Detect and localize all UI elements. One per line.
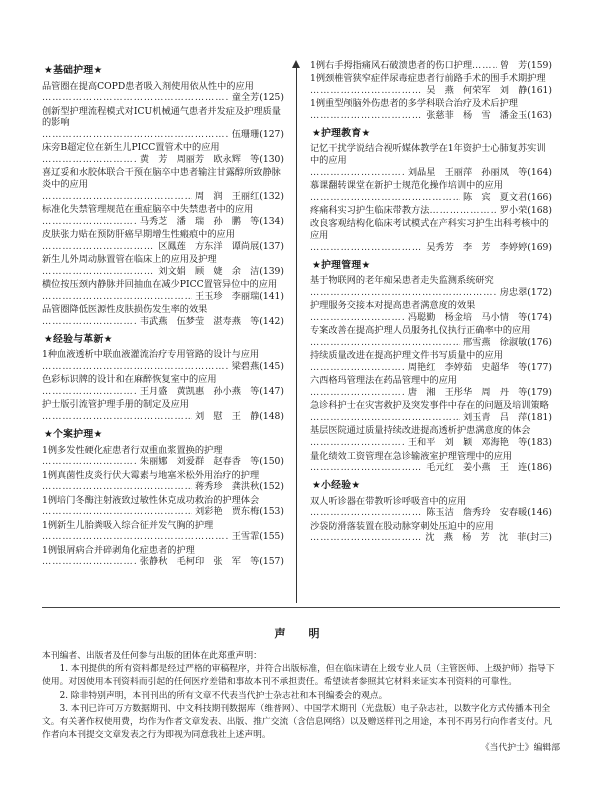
dot-leader xyxy=(42,291,192,303)
entry-line xyxy=(310,437,552,449)
toc-entry xyxy=(42,374,284,398)
entry-line xyxy=(310,532,552,544)
entry-line xyxy=(310,412,552,424)
entry-page: (125) xyxy=(259,92,284,104)
entry-title: 标准化失禁管理规范在重症脑卒中失禁患者中的应用 xyxy=(42,204,254,216)
section-heading: ★小经验★ xyxy=(312,480,361,492)
toc-entry xyxy=(42,445,284,469)
dot-leader xyxy=(310,362,405,374)
entry-page: (137) xyxy=(259,240,284,252)
entry-title: 急诊科护士在灾害救护及突发事件中存在的问题及培训策略 xyxy=(310,400,549,412)
dot-leader xyxy=(310,312,405,324)
entry-page: (163) xyxy=(527,110,552,122)
toc-entry xyxy=(310,218,552,253)
entry-authors: 毛元红 姜小燕 王 连 xyxy=(426,462,528,474)
entry-title: 基层医院通过质量持续改进提高透析护患满意度的体会 xyxy=(310,425,531,437)
entry-page: (147) xyxy=(259,386,284,398)
entry-authors: 伍珊珊 xyxy=(231,129,260,141)
entry-title: 1种血液透析中联血液灌流治疗专用管路的设计与应用 xyxy=(42,349,260,361)
entry-authors: 罗小荣 xyxy=(499,205,528,217)
entry-line xyxy=(42,316,284,328)
entry-page: (161) xyxy=(527,85,552,97)
entry-line xyxy=(42,129,284,141)
dot-leader xyxy=(42,154,137,166)
entry-line xyxy=(310,362,552,374)
dot-leader xyxy=(429,205,496,217)
entry-authors: 唐 湘 王彤华 周 丹 等 xyxy=(407,387,528,399)
dot-leader xyxy=(42,361,229,373)
dot-leader xyxy=(310,85,423,97)
dot-leader xyxy=(42,129,229,141)
entry-line xyxy=(310,387,552,399)
entry-page: (152) xyxy=(259,481,284,493)
entry-page: (146) xyxy=(527,507,552,519)
dot-leader xyxy=(310,387,405,399)
entry-authors: 蒋秀珍 龚洪秋 xyxy=(194,481,260,493)
column-divider xyxy=(296,68,297,603)
toc-entry xyxy=(42,545,284,569)
entry-line xyxy=(42,556,284,568)
entry-title: 喜辽妥和水胶体联合干预在脑卒中患者输注甘露醇所致静脉炎中的应用 xyxy=(42,167,281,191)
entry-title: 1例真菌性皮炎行伏大霉素与地塞米松外用治疗的护理 xyxy=(42,469,260,481)
entry-authors: 吴秀芳 李 芳 李婷婷 xyxy=(426,241,528,253)
dot-leader xyxy=(42,316,137,328)
dot-leader xyxy=(310,507,423,519)
entry-page: (150) xyxy=(259,456,284,468)
entry-authors: 刘晶星 王丽萍 孙丽凤 等 xyxy=(407,166,528,178)
entry-page: (166) xyxy=(527,191,552,203)
entry-authors: 房忠翠 xyxy=(499,287,528,299)
dot-leader xyxy=(42,92,229,104)
toc-entry xyxy=(42,349,284,373)
entry-line xyxy=(42,241,284,253)
entry-authors: 刘文娟 顾 婕 余 洁 xyxy=(158,266,260,278)
section-heading: ★基础护理★ xyxy=(44,65,103,76)
dot-leader xyxy=(42,191,192,203)
entry-page: (174) xyxy=(527,312,552,324)
toc-entry xyxy=(42,279,284,303)
entry-title: 1例银屑病合并碎剥角化症患者的护理 xyxy=(42,544,195,556)
entry-line xyxy=(310,462,552,474)
entry-line xyxy=(42,266,284,278)
table-of-contents xyxy=(42,60,560,605)
entry-authors: 王和平 刘 颖 邓海艳 等 xyxy=(407,437,528,449)
entry-title: 1例右手拇指痛风石破溃患者的伤口护理 xyxy=(310,60,473,71)
dot-leader xyxy=(42,241,155,253)
entry-page: (155) xyxy=(259,531,284,543)
toc-entry xyxy=(310,400,552,424)
entry-line xyxy=(42,411,284,423)
dot-leader xyxy=(310,192,460,204)
declaration-item: 2. 除非特别声明，本刊刊出的所有文章不代表当代护士杂志社和本刊编委会的观点。 xyxy=(59,690,388,701)
dot-leader xyxy=(310,462,423,474)
declaration-item: 3. 本刊已许可万方数据期刊、中文科技期刊数据库（维普网）、中国学术期刊（光盘版）电子杂志社，以数字化方式传播本刊全文。有关著作权使用费，均作为作者文章发表、出版、推广交流（含信息网络）以及赠送样刊之用途，本刊不再另行向作者支付。凡作者向本刊提交文章发表之行为即视为同意我社上述声明。 xyxy=(42,703,553,741)
declaration-intro: 本刊编者、出版者及任何参与出版的团体在此郑重声明： xyxy=(42,651,262,661)
toc-entry xyxy=(310,496,552,520)
entry-authors: 吴 燕 何荣军 刘 静 xyxy=(426,85,528,97)
entry-page: (139) xyxy=(259,266,284,278)
dot-leader xyxy=(310,412,460,424)
dot-leader xyxy=(310,437,405,449)
entry-line xyxy=(310,507,552,519)
entry-title: 专案改善在提高护理人员服务扎仪执行正确率中的应用 xyxy=(310,325,531,337)
entry-line xyxy=(310,167,552,179)
entry-title: 1例颈椎管狭窄症伴尿毒症患者行前路手术的围手术期护理 xyxy=(310,73,546,85)
entry-line xyxy=(310,312,552,324)
entry-page: (176) xyxy=(527,337,552,349)
toc-entry xyxy=(42,167,284,202)
toc-entry xyxy=(310,143,552,178)
entry-authors: 韦武燕 伍梦莹 湛寿燕 等 xyxy=(139,316,260,328)
entry-title: 记忆干扰学说结合视听媒体教学在1年资护士心肺复苏实训中的应用 xyxy=(310,143,546,167)
toc-entry xyxy=(310,300,552,324)
entry-line xyxy=(310,242,552,254)
entry-authors: 周艳红 李婷茹 史超华 等 xyxy=(407,362,528,374)
entry-authors: 王雪霏 xyxy=(231,531,260,543)
entry-authors: 马秀芝 潘 瑞 孙 鹏 等 xyxy=(139,215,260,227)
entry-authors: 冯聪勤 杨金培 马小情 等 xyxy=(407,312,528,324)
dot-leader xyxy=(42,481,192,493)
entry-title: 量化绩效工资管理在急诊输液室护理管理中的应用 xyxy=(310,450,513,462)
entry-title: 1例新生儿胎粪吸入综合征并发气胸的护理 xyxy=(42,519,214,531)
toc-entry xyxy=(310,98,552,122)
entry-authors: 邢雪燕 徐淑敏 xyxy=(462,337,528,349)
entry-line xyxy=(310,287,552,299)
entry-title: 横位按压颈内静脉并回抽血在减少PICC置管异位中的应用 xyxy=(42,279,278,291)
entry-line xyxy=(310,205,552,217)
dot-leader xyxy=(310,287,497,299)
declaration-title: 声 明 xyxy=(274,627,326,640)
toc-entry xyxy=(310,375,552,399)
toc-entry xyxy=(42,399,284,423)
dot-leader xyxy=(42,456,137,468)
entry-title: 改良客观结构化临床考试模式在产科实习护生出科考核中的应用 xyxy=(310,218,549,242)
entry-title: 1例多发性硬化症患者行双重血浆置换的护理 xyxy=(42,444,223,456)
entry-line xyxy=(42,456,284,468)
toc-entry xyxy=(42,470,284,494)
entry-title: 护士版引流管护理手册的制定及应用 xyxy=(42,399,189,411)
entry-line xyxy=(42,154,284,166)
dot-leader xyxy=(42,411,192,423)
entry-title: 慕课翻转课堂在新护士规范化操作培训中的应用 xyxy=(310,180,503,192)
section-heading: ★护理管理★ xyxy=(312,259,371,271)
entry-page: (181) xyxy=(527,412,552,424)
dot-leader xyxy=(472,60,497,72)
toc-entry xyxy=(42,106,284,141)
entry-page: (148) xyxy=(259,411,284,423)
toc-entry xyxy=(310,325,552,349)
dot-leader xyxy=(310,167,405,179)
entry-authors: 王月盛 黄凯惠 孙小燕 等 xyxy=(139,386,260,398)
toc-left-column xyxy=(42,60,284,570)
toc-entry xyxy=(310,425,552,449)
entry-line xyxy=(42,386,284,398)
entry-page: (169) xyxy=(527,241,552,253)
entry-authors: 陈 宾 夏文君 xyxy=(462,191,528,203)
entry-authors: 张慈菲 杨 雪 潘金玉 xyxy=(426,110,528,122)
entry-title: 1例重型颅脑外伤患者的多学科联合治疗及术后护理 xyxy=(310,98,518,110)
entry-authors: 陈玉洁 詹秀玲 安春暖 xyxy=(426,507,528,519)
dot-leader xyxy=(42,216,137,228)
dot-leader xyxy=(310,532,422,544)
entry-line xyxy=(42,481,284,493)
section-heading: ★个案护理★ xyxy=(44,428,103,440)
dot-leader xyxy=(42,531,229,543)
up-arrow-icon xyxy=(292,60,300,68)
entry-page: (132) xyxy=(259,190,284,202)
entry-authors: 区鳳莲 方东洋 谭尚展 xyxy=(158,240,260,252)
toc-entry xyxy=(310,451,552,475)
entry-page: (168) xyxy=(527,205,552,217)
entry-authors: 刘 慰 王 静 xyxy=(194,411,260,423)
entry-page: (172) xyxy=(527,287,552,299)
toc-entry xyxy=(310,521,552,545)
entry-authors: 沈 燕 杨 芳 沈 菲 xyxy=(425,532,527,544)
entry-line xyxy=(42,506,284,518)
entry-title: 持续质量改进在提高护理文件书写质量中的应用 xyxy=(310,350,503,362)
toc-entry xyxy=(42,81,284,105)
entry-title: 双人听诊器在带教听诊呼吸音中的应用 xyxy=(310,495,467,507)
entry-line xyxy=(42,191,284,203)
toc-entry xyxy=(42,204,284,228)
dot-leader xyxy=(42,556,137,568)
toc-entry xyxy=(42,229,284,253)
entry-title: 色彩标识牌的设计和在麻醉恢复室中的应用 xyxy=(42,374,217,386)
toc-entry xyxy=(310,60,552,72)
entry-page: (183) xyxy=(527,437,552,449)
toc-entry xyxy=(310,205,552,217)
entry-authors: 曾 芳 xyxy=(499,60,528,71)
entry-page: (130) xyxy=(259,154,284,166)
toc-entry xyxy=(42,520,284,544)
section-heading: ★护理教育★ xyxy=(312,127,371,139)
entry-title: 新生儿外周动脉置管在临床上的应用及护理 xyxy=(42,254,217,266)
entry-page: (159) xyxy=(527,60,552,71)
toc-entry xyxy=(310,350,552,374)
entry-line xyxy=(310,110,552,122)
entry-title: 1例培门冬酶注射液致过敏性休克成功救治的护理体会 xyxy=(42,494,260,506)
toc-entry xyxy=(310,180,552,204)
toc-entry xyxy=(310,275,552,299)
toc-entry xyxy=(42,142,284,166)
dot-leader xyxy=(42,386,137,398)
entry-page: (164) xyxy=(527,166,552,178)
entry-line xyxy=(42,361,284,373)
entry-title: 品管圈在提高COPD患者吸入剂使用依从性中的应用 xyxy=(42,80,254,92)
toc-entry xyxy=(42,304,284,328)
entry-authors: 周 润 王丽红 xyxy=(194,190,260,202)
entry-title: 护理服务交接本对提高患者满意度的效果 xyxy=(310,300,476,312)
toc-entry xyxy=(310,73,552,97)
entry-page: (封三) xyxy=(526,532,552,544)
entry-line xyxy=(42,216,284,228)
entry-authors: 刘玉青 吕 萍 xyxy=(462,412,528,424)
entry-line xyxy=(310,60,552,72)
entry-authors: 刘彩艳 贾东梅 xyxy=(194,506,260,518)
entry-page: (157) xyxy=(259,556,284,568)
toc-entry xyxy=(42,495,284,519)
entry-authors: 黄 芳 周丽芳 欧永辉 等 xyxy=(139,154,260,166)
entry-title: 基于物联网的老年痴呆患者走失监测系统研究 xyxy=(310,275,494,287)
declaration-item: 1. 本刊提供的所有资料都是经过严格的审稿程序，并符合出版标准，但在临床请在上级专业人员（主管医师、上级护师）指导下使用。对因使用本刊资料而引起的任何医疗差错和事故本刊不承担责任。希望读者参照其它材料来证实本刊资料的可靠性。 xyxy=(42,664,555,688)
section-rule xyxy=(42,607,560,608)
entry-line xyxy=(42,92,284,104)
toc-entry xyxy=(42,254,284,278)
entry-page: (179) xyxy=(527,387,552,399)
entry-authors: 王玉珍 李丽瑞 xyxy=(194,291,260,303)
entry-line xyxy=(42,531,284,543)
entry-page: (186) xyxy=(527,462,552,474)
entry-title: 六西格玛管理法在药品管理中的应用 xyxy=(310,375,457,387)
dot-leader xyxy=(310,242,423,254)
dot-leader xyxy=(310,110,423,122)
dot-leader xyxy=(42,506,192,518)
entry-page: (145) xyxy=(259,361,284,373)
declaration-body xyxy=(42,650,560,756)
entry-page: (142) xyxy=(259,316,284,328)
entry-title: 疼痛科实习护生临床带教方法 xyxy=(310,205,430,217)
toc-right-column xyxy=(310,60,552,546)
entry-title: 沙袋防滑落装置在股动脉穿刺处压迫中的应用 xyxy=(310,520,494,532)
dot-leader xyxy=(310,337,460,349)
entry-title: 皮肤张力贴在预防肝癌早期增生性瘢痕中的应用 xyxy=(42,229,235,241)
entry-line xyxy=(42,291,284,303)
entry-page: (177) xyxy=(527,362,552,374)
entry-line xyxy=(310,337,552,349)
entry-authors: 梁碧燕 xyxy=(231,361,260,373)
entry-authors: 张静秋 毛柯印 张 军 等 xyxy=(139,556,260,568)
entry-line xyxy=(310,192,552,204)
dot-leader xyxy=(42,266,155,278)
entry-page: (134) xyxy=(259,215,284,227)
declaration-signature: 《当代护士》编辑部 xyxy=(480,743,560,754)
entry-authors: 童全芳 xyxy=(231,92,260,104)
entry-page: (127) xyxy=(259,129,284,141)
entry-title: 床旁B超定位在新生儿PICC置管术中的应用 xyxy=(42,142,220,154)
entry-page: (141) xyxy=(259,291,284,303)
entry-line xyxy=(310,85,552,97)
section-heading: ★经验与革新★ xyxy=(44,333,113,345)
entry-title: 创新型护理流程模式对ICU机械通气患者并发症及护理质量的影响 xyxy=(42,105,281,129)
entry-page: (153) xyxy=(259,506,284,518)
entry-title: 品管圈降低医源性皮肤损伤发生率的效果 xyxy=(42,304,208,316)
entry-authors: 朱丽娜 刘爱群 赵春香 等 xyxy=(139,456,260,468)
